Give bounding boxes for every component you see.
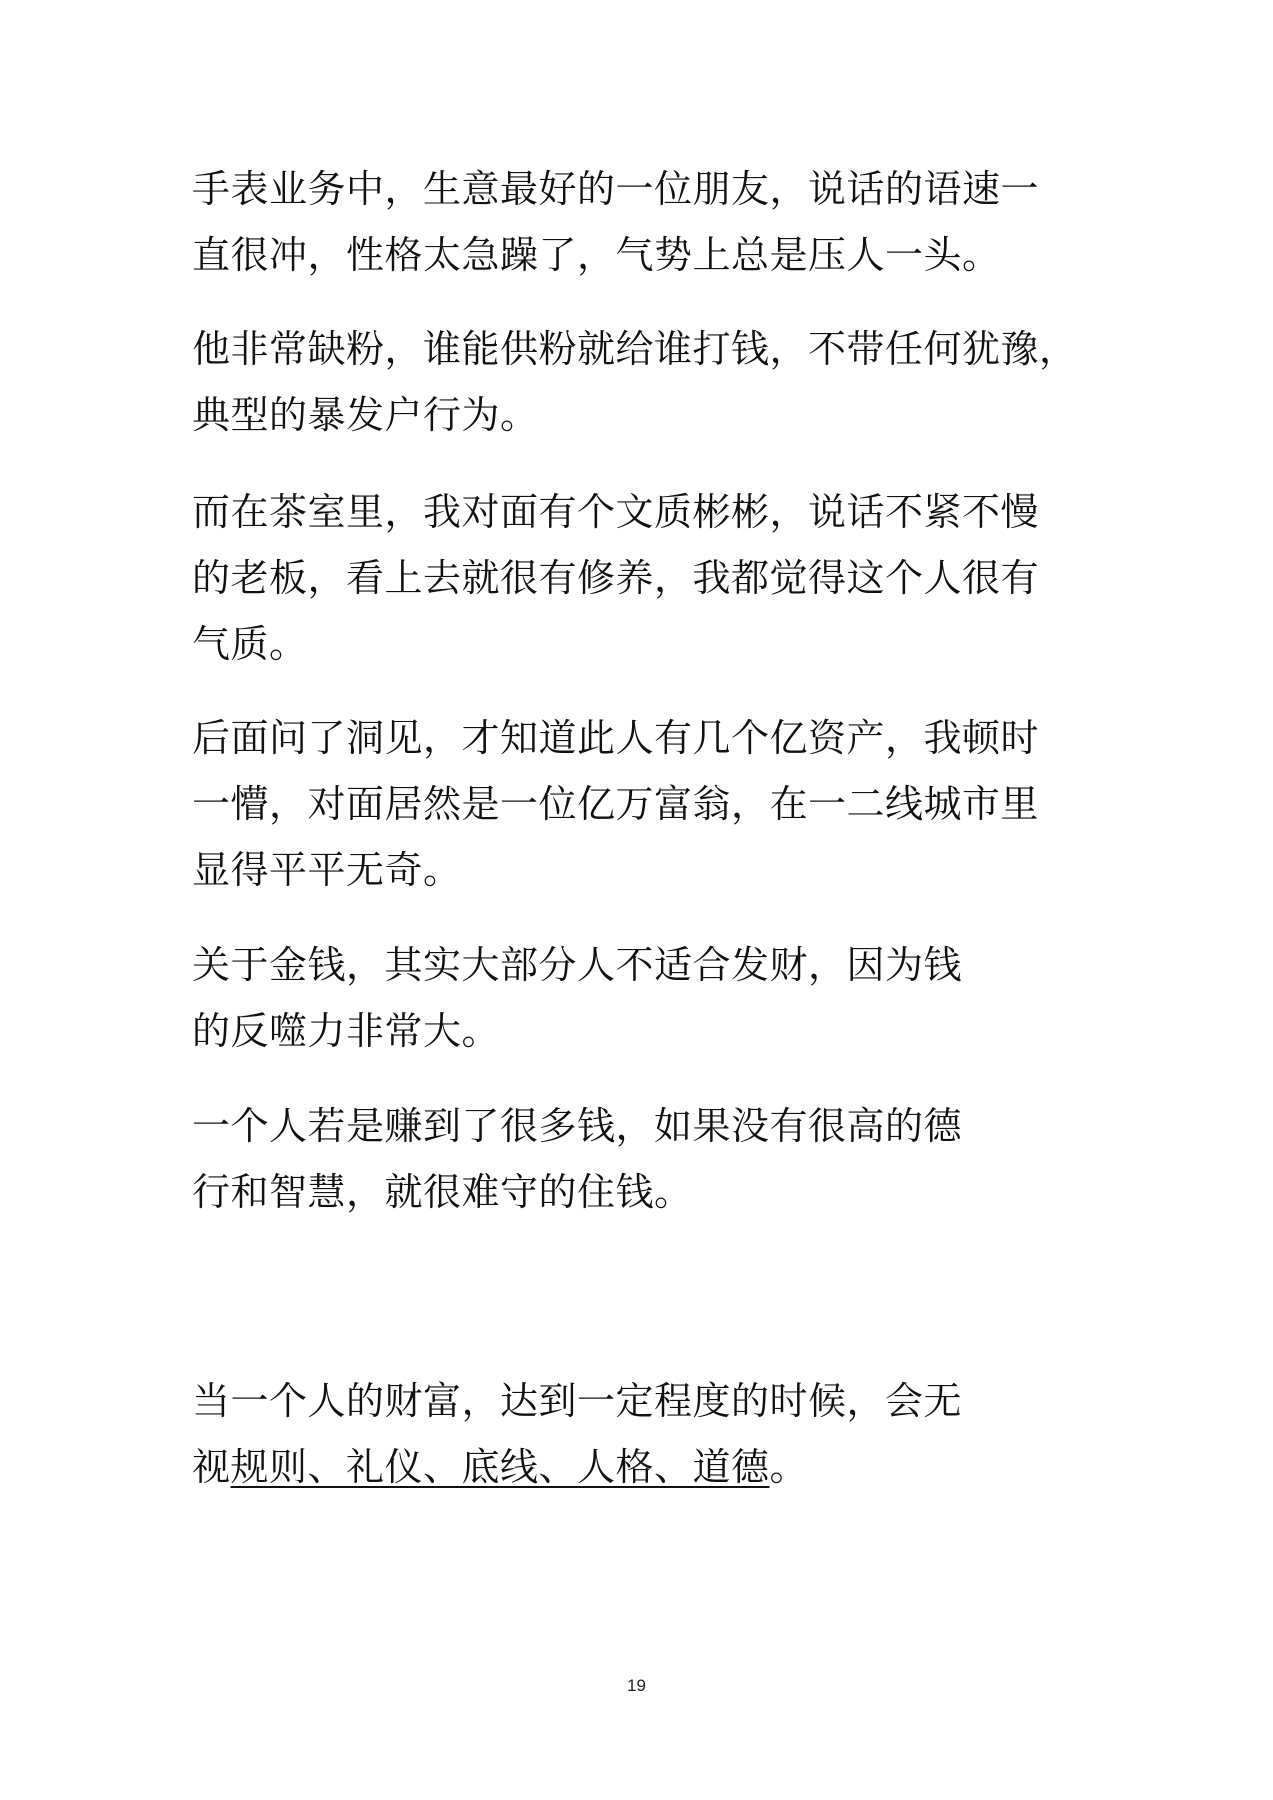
text-prefix: 视 bbox=[192, 1445, 231, 1489]
page-number: 19 bbox=[627, 1676, 646, 1695]
text-line: 而在茶室里，我对面有个文质彬彬，说话不紧不慢 bbox=[192, 490, 1040, 534]
text-line: 手表业务中，生意最好的一位朋友，说话的语速一 bbox=[192, 167, 1040, 211]
paragraph-3 bbox=[192, 479, 1039, 677]
text-line: 气质。 bbox=[192, 622, 308, 666]
paragraph-2 bbox=[192, 316, 1078, 448]
text-line: 他非常缺粉，谁能供粉就给谁打钱，不带任何犹豫， bbox=[192, 327, 1078, 371]
text-line: 的老板，看上去就很有修养，我都觉得这个人很有 bbox=[192, 556, 1040, 600]
text-line: 的反噬力非常大。 bbox=[192, 1009, 501, 1053]
text-line: 当一个人的财富，达到一定程度的时候，会无 bbox=[192, 1379, 963, 1423]
text-line: 典型的暴发户行为。 bbox=[192, 393, 539, 437]
text-line: 关于金钱，其实大部分人不适合发财，因为钱 bbox=[192, 943, 963, 987]
paragraph-5 bbox=[192, 932, 962, 1064]
text-line: 显得平平无奇。 bbox=[192, 848, 462, 892]
paragraph-4 bbox=[192, 705, 1039, 903]
paragraph-1 bbox=[192, 156, 1039, 288]
text-line: 直很冲，性格太急躁了，气势上总是压人一头。 bbox=[192, 233, 1001, 277]
underlined-text: 规则、礼仪、底线、人格、道德 bbox=[230, 1445, 770, 1489]
text-line-with-underline bbox=[192, 1434, 962, 1500]
text-line: 行和智慧，就很难守的住钱。 bbox=[192, 1170, 693, 1214]
paragraph-6 bbox=[192, 1093, 962, 1225]
text-line: 一懵，对面居然是一位亿万富翁，在一二线城市里 bbox=[192, 782, 1040, 826]
text-line: 一个人若是赚到了很多钱，如果没有很高的德 bbox=[192, 1104, 963, 1148]
text-line: 后面问了洞见，才知道此人有几个亿资产，我顿时 bbox=[192, 716, 1040, 760]
text-suffix: 。 bbox=[769, 1445, 809, 1489]
paragraph-7 bbox=[192, 1368, 962, 1500]
